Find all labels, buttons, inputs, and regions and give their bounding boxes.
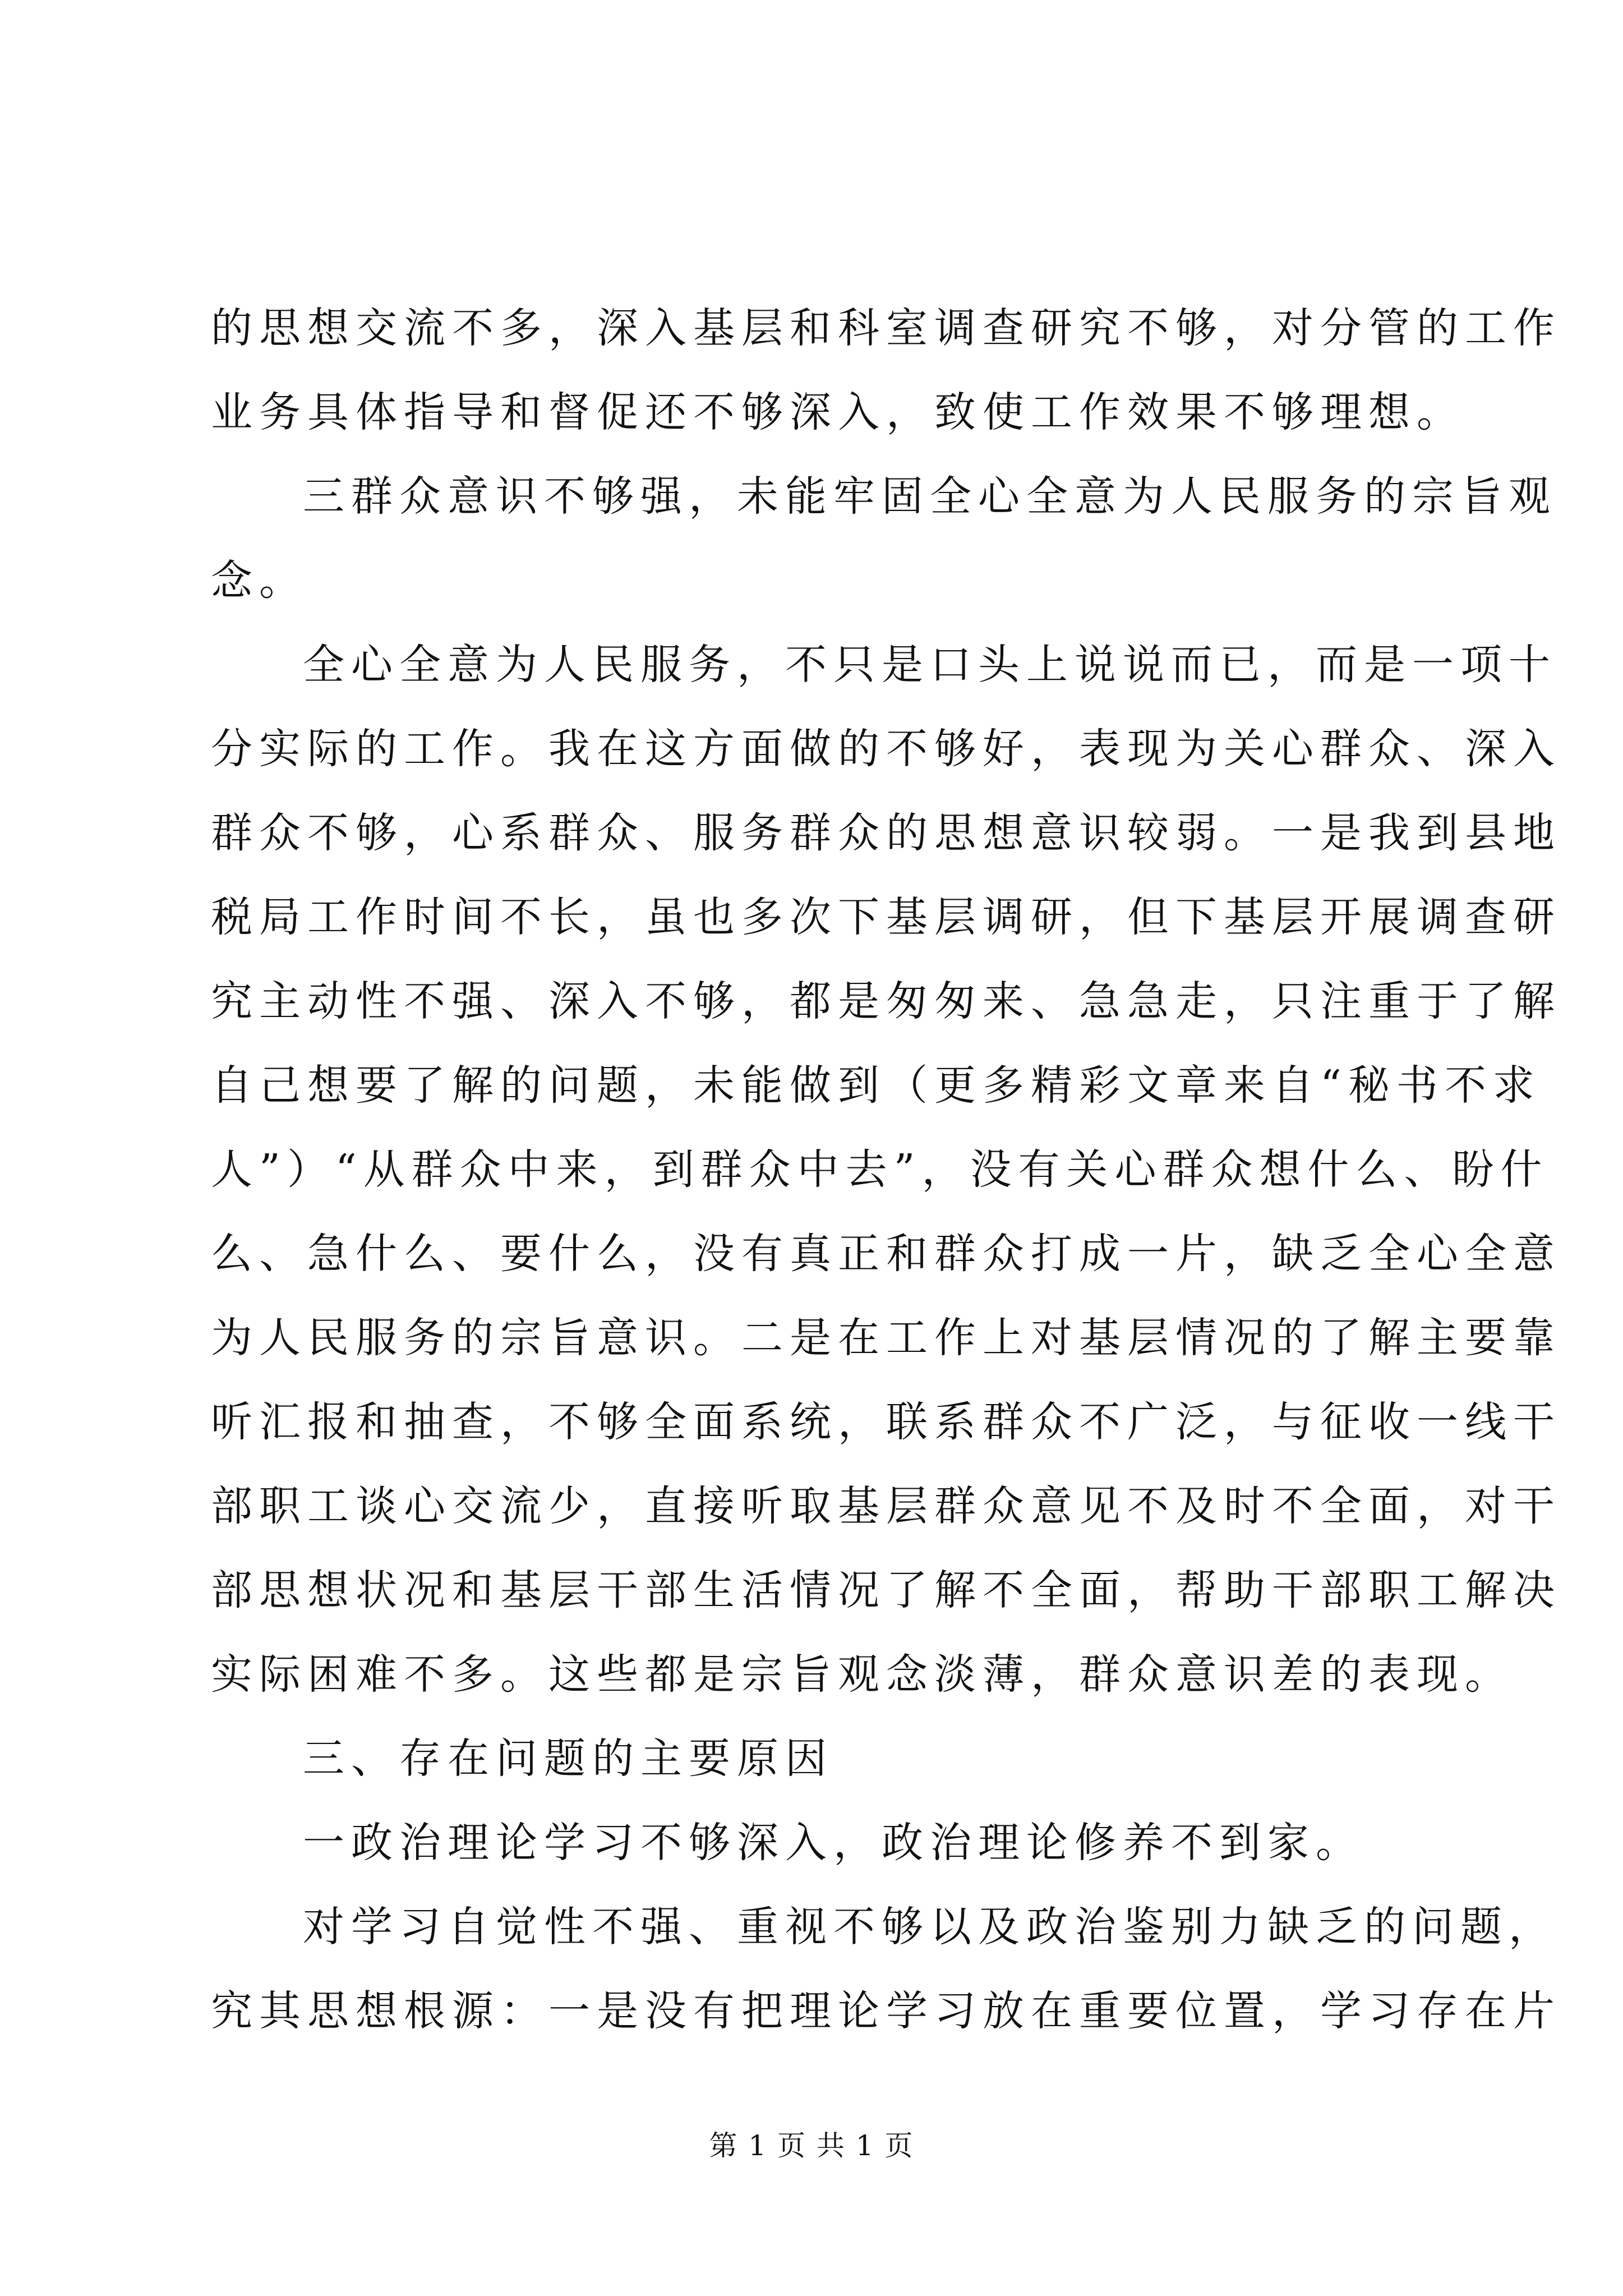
text-line: 三群众意识不够强，未能牢固全心全意为人民服务的宗旨观 [303,472,1557,521]
text-line: 对学习自觉性不强、重视不够以及政治鉴别力缺乏的问题， [303,1903,1557,1951]
text-line: 群众不够，心系群众、服务群众的思想意识较弱。一是我到县地 [211,809,1561,857]
text-line: 自己想要了解的问题，未能做到（更多精彩文章来自“秘书不求 [211,1061,1541,1110]
text-line: 部职工谈心交流少，直接听取基层群众意见不及时不全面，对干 [211,1482,1561,1530]
text-line: 人”）“从群众中来，到群众中去”，没有关心群众想什么、盼什 [211,1145,1549,1194]
subsection-heading: 一政治理论学习不够深入，政治理论修养不到家。 [303,1819,1364,1867]
text-line: 么、急什么、要什么，没有真正和群众打成一片，缺乏全心全意 [211,1230,1561,1278]
section-heading: 三、存在问题的主要原因 [303,1734,833,1783]
text-line: 分实际的工作。我在这方面做的不够好，表现为关心群众、深入 [211,725,1561,773]
text-line: 念。 [211,556,307,605]
text-line: 业务具体指导和督促还不够深入，致使工作效果不够理想。 [211,388,1465,436]
text-line: 全心全意为人民服务，不只是口头上说说而已，而是一项十 [303,641,1557,689]
document-body [211,286,1561,2053]
text-line: 实际困难不多。这些都是宗旨观念淡薄，群众意识差的表现。 [211,1650,1513,1699]
text-line: 的思想交流不多，深入基层和科室调查研究不够，对分管的工作 [211,304,1561,352]
text-line: 税局工作时间不长，虽也多次下基层调研，但下基层开展调查研 [211,893,1561,941]
text-line: 听汇报和抽查，不够全面系统，联系群众不广泛，与征收一线干 [211,1398,1561,1446]
text-line: 为人民服务的宗旨意识。二是在工作上对基层情况的了解主要靠 [211,1314,1561,1362]
text-line: 究其思想根源：一是没有把理论学习放在重要位置，学习存在片 [211,1987,1561,2035]
text-line: 究主动性不强、深入不够，都是匆匆来、急急走，只注重于了解 [211,977,1561,1025]
page-number-footer: 第 1 页 共 1 页 [709,2129,914,2162]
text-line: 部思想状况和基层干部生活情况了解不全面，帮助干部职工解决 [211,1566,1561,1614]
